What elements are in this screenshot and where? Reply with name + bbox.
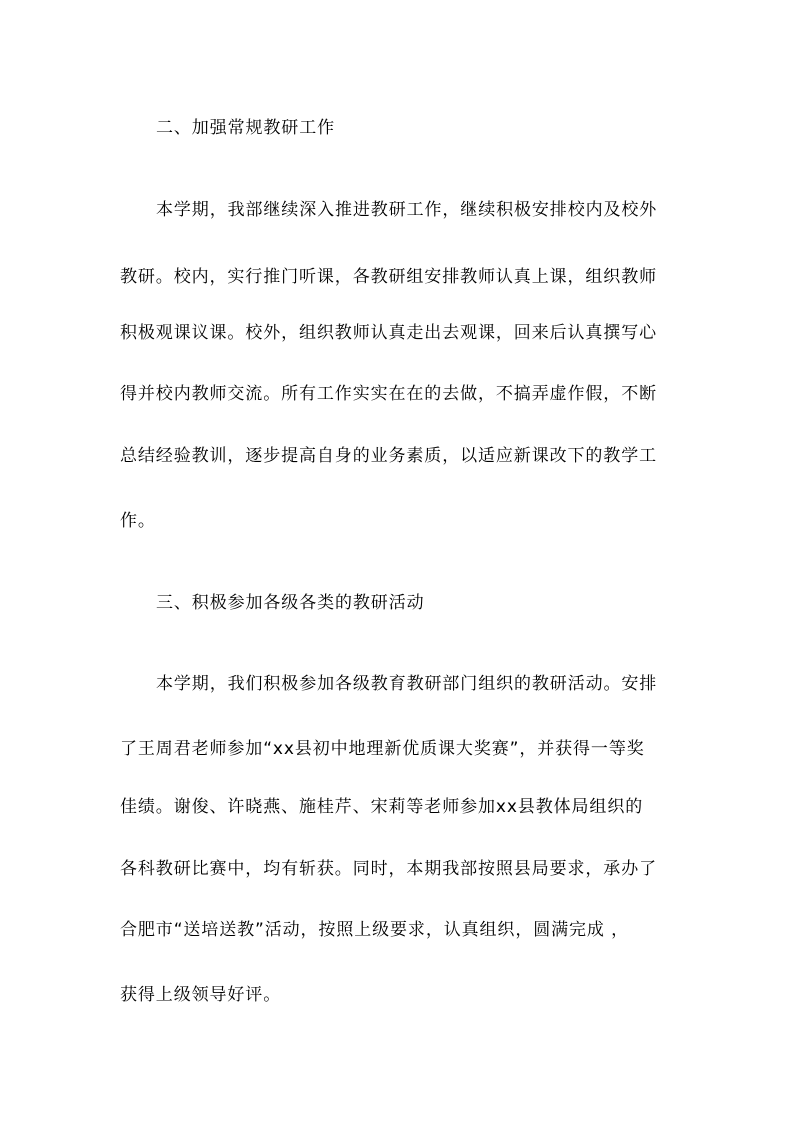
section-2-paragraph-line: 教研。校内，实行推门听课，各教研组安排教师认真上课，组织教师 [120, 267, 657, 287]
section-2-paragraph-line: 总结经验教训，逐步提高自身的业务素质，以适应新课改下的教学工 [120, 446, 657, 466]
section-2-paragraph-line: 作。 [120, 511, 156, 531]
section-3-paragraph-line: 了王周君老师参加“xx县初中地理新优质课大奖赛”，并获得一等奖 [120, 739, 645, 759]
section-3-paragraph-line: 本学期，我们积极参加各级教育教研部门组织的教研活动。安排 [156, 674, 658, 694]
section-3-paragraph-line: 佳绩。谢俊、许晓燕、施桂芹、宋莉等老师参加xx县教体局组织的 [120, 797, 644, 817]
section-3-paragraph-line: 合肥市“送培送教”活动，按照上级要求，认真组织，圆满完成 ， [120, 920, 630, 940]
section-2-paragraph-line: 积极观课议课。校外，组织教师认真走出去观课，回来后认真撰写心 [120, 323, 657, 343]
section-2-paragraph-line: 本学期，我部继续深入推进教研工作，继续积极安排校内及校外 [156, 200, 658, 220]
section-3-heading: 三、积极参加各级各类的教研活动 [156, 593, 425, 613]
section-3-paragraph-line: 获得上级领导好评。 [120, 985, 282, 1005]
section-3-paragraph-line: 各科教研比赛中，均有斩获。同时，本期我部按照县局要求，承办了 [120, 859, 657, 879]
section-2-paragraph-line: 得并校内教师交流。所有工作实实在在的去做，不搞弄虚作假，不断 [120, 384, 657, 404]
section-2-heading: 二、加强常规教研工作 [156, 118, 335, 138]
